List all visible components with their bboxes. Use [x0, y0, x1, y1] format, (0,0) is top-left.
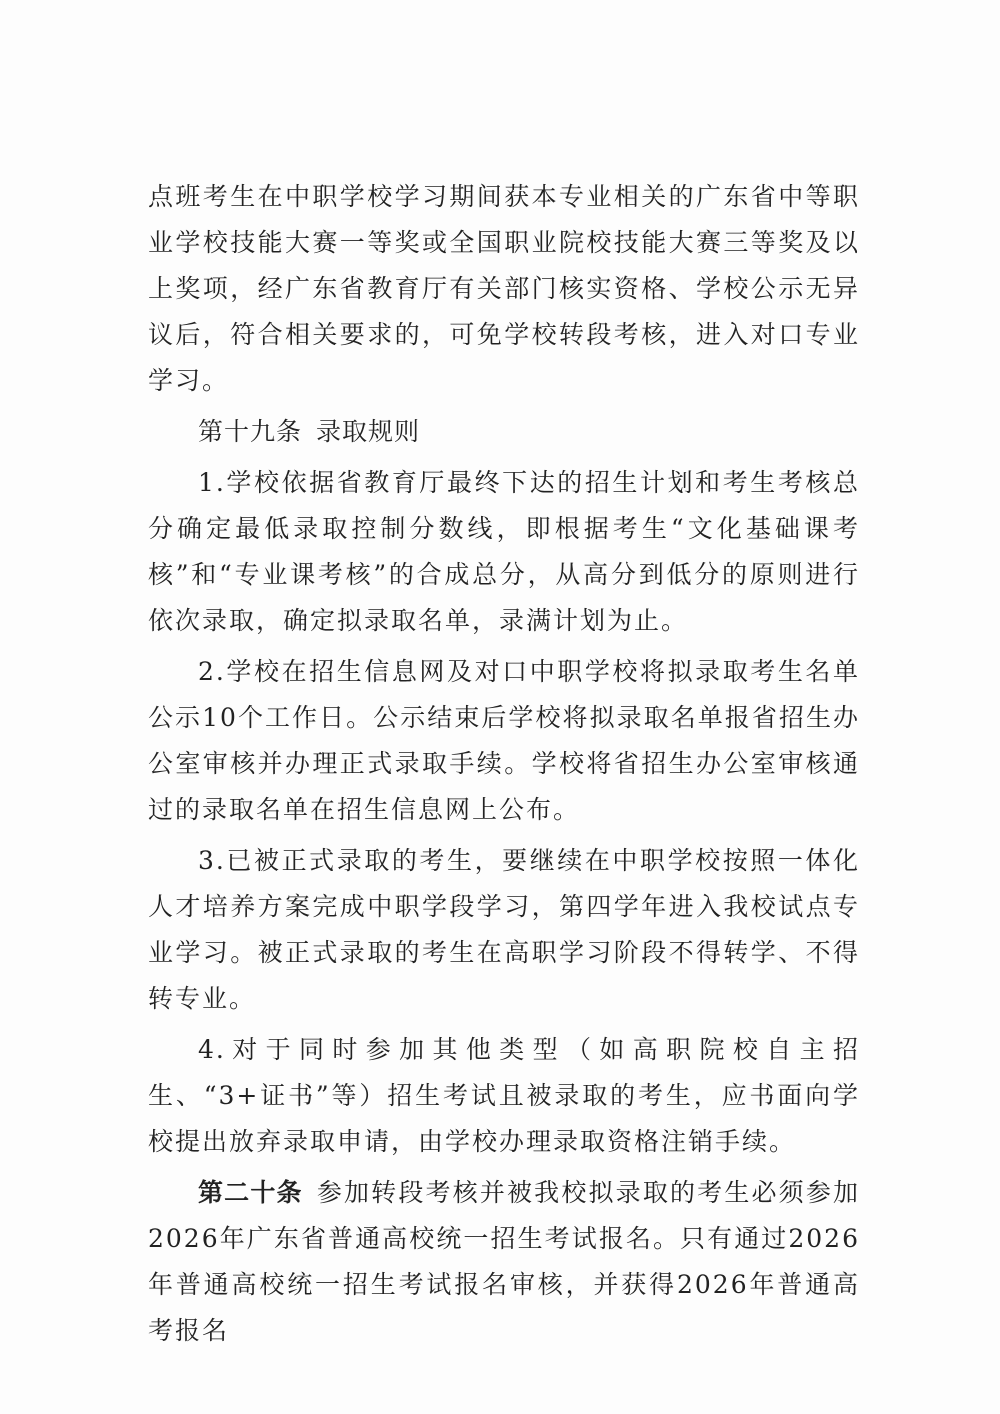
rule-item-3	[148, 838, 860, 1022]
document-body	[148, 174, 860, 1359]
rule-item-4	[148, 1027, 860, 1165]
paragraph-continuation	[148, 174, 860, 404]
paragraph-text: 点班考生在中职学校学习期间获本专业相关的广东省中等职业学校技能大赛一等奖或全国职业院校技能大赛三等奖及以上奖项，经广东省教育厅有关部门核实资格、学校公示无异议后，符合相关要求的，可免学校转段考核，进入对口专业学习。	[148, 182, 860, 395]
paragraph-text: 1.学校依据省教育厅最终下达的招生计划和考生考核总分确定最低录取控制分数线，即根据考生“文化基础课考核”和“专业课考核”的合成总分，从高分到低分的原则进行依次录取，确定拟录取名单，录满计划为止。	[148, 468, 860, 635]
article-twenty	[148, 1170, 860, 1354]
rule-item-1	[148, 460, 860, 644]
article-number: 第二十条	[198, 1178, 303, 1207]
article-nineteen-heading	[148, 409, 860, 455]
article-title: 录取规则	[316, 417, 421, 446]
paragraph-text: 4.对于同时参加其他类型（如高职院校自主招生、“3+证书”等）招生考试且被录取的考生，应书面向学校提出放弃录取申请，由学校办理录取资格注销手续。	[148, 1035, 860, 1156]
paragraph-text: 2.学校在招生信息网及对口中职学校将拟录取考生名单公示10个工作日。公示结束后学校将拟录取名单报省招生办公室审核并办理正式录取手续。学校将省招生办公室审核通过的录取名单在招生信息网上公布。	[148, 657, 860, 824]
article-number: 第十九条	[198, 417, 303, 446]
paragraph-text: 参加转段考核并被我校拟录取的考生必须参加2026年广东省普通高校统一招生考试报名。只有通过2026年普通高校统一招生考试报名审核，并获得2026年普通高考报名	[148, 1178, 860, 1345]
rule-item-2	[148, 649, 860, 833]
paragraph-text: 3.已被正式录取的考生，要继续在中职学校按照一体化人才培养方案完成中职学段学习，第四学年进入我校试点专业学习。被正式录取的考生在高职学习阶段不得转学、不得转专业。	[148, 846, 860, 1013]
